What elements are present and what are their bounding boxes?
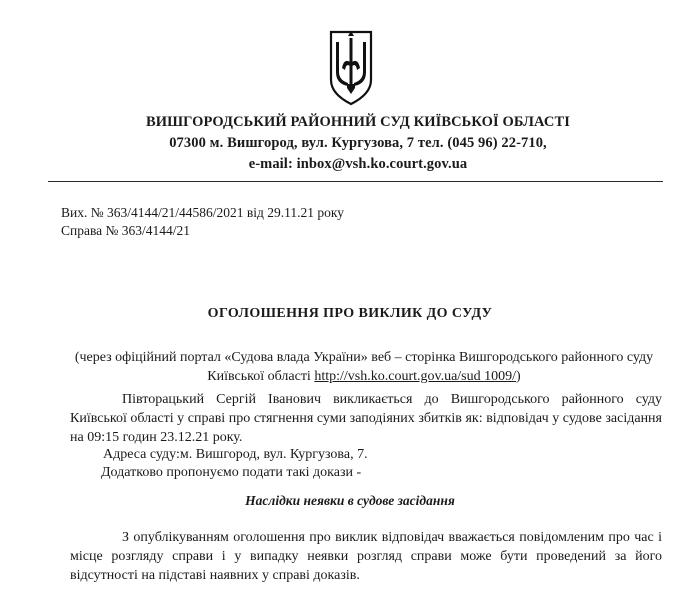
portal-note-close: ) <box>516 369 521 384</box>
tryzub-coat-of-arms-icon <box>328 28 374 108</box>
evidence-line: Додатково пропонуємо подати такі докази - <box>101 465 362 480</box>
portal-note-text: (через офіційний портал «Судова влада України» веб – сторінка Вишгородського районного суду Київської області <box>74 350 654 384</box>
outgoing-number: Вих. № 363/4144/21/44586/2021 від 29.11.21 року <box>61 205 344 220</box>
portal-link[interactable]: http://vsh.ko.court.gov.ua/sud 1009/ <box>314 369 517 384</box>
portal-note <box>64 348 664 386</box>
court-name: ВИШГОРОДСЬКИЙ РАЙОННИЙ СУД КИЇВСЬКОЇ ОБЛАСТІ <box>145 114 570 130</box>
header-divider <box>48 181 663 182</box>
court-address: 07300 м. Вишгород, вул. Кургузова, 7 тел. (045 96) 22-710, <box>169 135 547 151</box>
court-email: e-mail: inbox@vsh.ko.court.gov.ua <box>248 156 468 172</box>
consequences-title: Наслідки неявки в судове засідання <box>245 493 455 508</box>
court-address-line: Адреса суду:м. Вишгород, вул. Кургузова, 7. <box>103 447 368 462</box>
case-number: Справа № 363/4144/21 <box>61 223 191 238</box>
summons-paragraph: Півторацький Сергій Іванович викликається до Вишгородського районного суду Київської області у справі про стягнення суми заподіяних збитків як: відповідач у судове засідання на 09:15 годин 23.12.21 року. <box>70 392 662 445</box>
notice-title: ОГОЛОШЕННЯ ПРО ВИКЛИК ДО СУДУ <box>207 306 493 321</box>
consequences-paragraph: З опублікуванням оголошення про виклик відповідач вважається повідомленим про час і місце розгляду справи і у випадку неявки розгляд справи може бути проведений за його відсутності на підставі наявних у справі доказів. <box>70 530 662 583</box>
